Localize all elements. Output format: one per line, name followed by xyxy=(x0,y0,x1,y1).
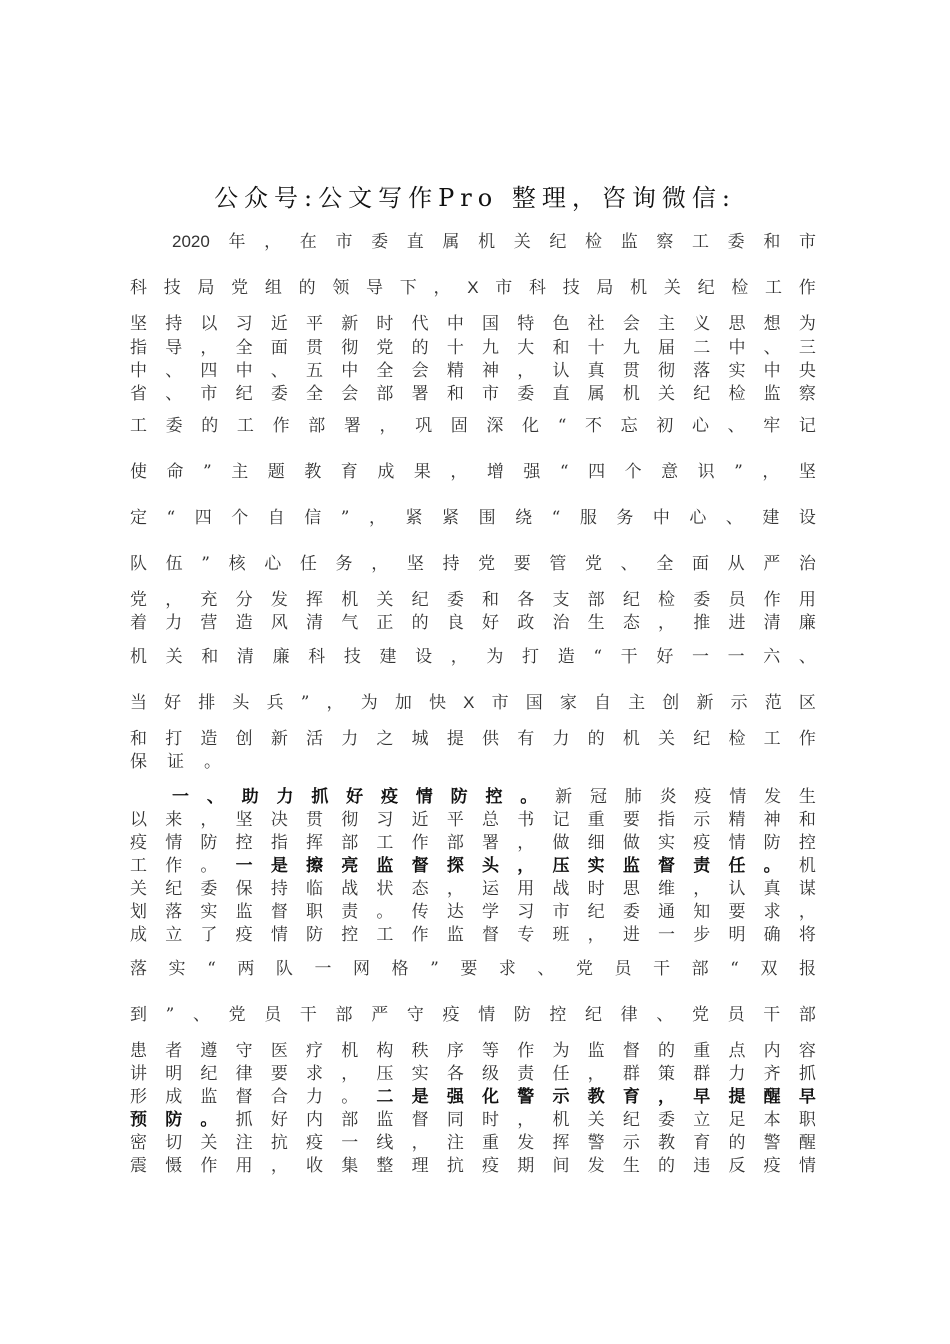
text-line: 当 好 排 头 兵 ” ， 为 加 快 X 市 国 家 自 主 创 新 示 范 区 xyxy=(130,693,816,713)
text-line: 省 、 市 纪 委 全 会 部 署 和 市 委 直 属 机 关 纪 检 监 察 xyxy=(130,384,816,404)
text-line: 科 技 局 党 组 的 领 导 下 ， X 市 科 技 局 机 关 纪 检 工 作 xyxy=(130,278,816,298)
text-line: 震 慑 作 用 ， 收 集 整 理 抗 疫 期 间 发 生 的 违 反 疫 情 xyxy=(130,1156,816,1176)
text-line: 形 成 监 督 合 力 。 二 是 强 化 警 示 教 育 ， 早 提 醒 早 xyxy=(130,1087,816,1107)
text-line: 疫 情 防 控 指 挥 部 工 作 部 署 ， 做 细 做 实 疫 情 防 控 xyxy=(130,833,816,853)
text-line: 使 命 ” 主 题 教 育 成 果 ， 增 强 “ 四 个 意 识 ” ， 坚 xyxy=(130,462,816,482)
text-line: 一 、 助 力 抓 好 疫 情 防 控 。 新 冠 肺 炎 疫 情 发 生 xyxy=(172,787,816,807)
text-line: 中 、 四 中 、 五 中 全 会 精 神 ， 认 真 贯 彻 落 实 中 央 xyxy=(130,361,816,381)
text-line: 以 来 ， 坚 决 贯 彻 习 近 平 总 书 记 重 要 指 示 精 神 和 xyxy=(130,810,816,830)
text-line: 保 证 。 xyxy=(130,752,221,772)
text-line: 党 ， 充 分 发 挥 机 关 纪 委 和 各 支 部 纪 检 委 员 作 用 xyxy=(130,590,816,610)
text-line: 预 防 。 抓 好 内 部 监 督 同 时 ， 机 关 纪 委 立 足 本 职 xyxy=(130,1110,816,1130)
text-line: 落 实 “ 两 队 一 网 格 ” 要 求 、 党 员 干 部 “ 双 报 xyxy=(130,959,816,979)
text-line: 坚 持 以 习 近 平 新 时 代 中 国 特 色 社 会 主 义 思 想 为 xyxy=(130,314,816,334)
text-line: 工 作 。 一 是 擦 亮 监 督 探 头 ， 压 实 监 督 责 任 。 机 xyxy=(130,856,816,876)
text-line: 到 ” 、 党 员 干 部 严 守 疫 情 防 控 纪 律 、 党 员 干 部 xyxy=(130,1005,816,1025)
text-line: 患 者 遵 守 医 疗 机 构 秩 序 等 作 为 监 督 的 重 点 内 容 xyxy=(130,1041,816,1061)
document-title: 公众号:公文写作Pro 整理，咨询微信: xyxy=(214,184,736,212)
text-line: 队 伍 ” 核 心 任 务 ， 坚 持 党 要 管 党 、 全 面 从 严 治 xyxy=(130,554,816,574)
text-line: 划 落 实 监 督 职 责 。 传 达 学 习 市 纪 委 通 知 要 求 ， xyxy=(130,902,816,922)
text-line: 2020 年 ， 在 市 委 直 属 机 关 纪 检 监 察 工 委 和 市 xyxy=(172,232,816,252)
text-line: 工 委 的 工 作 部 署 ， 巩 固 深 化 “ 不 忘 初 心 、 牢 记 xyxy=(130,416,816,436)
text-line: 机 关 和 清 廉 科 技 建 设 ， 为 打 造 “ 干 好 一 一 六 、 xyxy=(130,647,816,667)
text-line: 讲 明 纪 律 要 求 ， 压 实 各 级 责 任 ， 群 策 群 力 齐 抓 xyxy=(130,1064,816,1084)
text-line: 定 “ 四 个 自 信 ” ， 紧 紧 围 绕 “ 服 务 中 心 、 建 设 xyxy=(130,508,816,528)
text-line: 成 立 了 疫 情 防 控 工 作 监 督 专 班 ， 进 一 步 明 确 将 xyxy=(130,925,816,945)
text-line: 密 切 关 注 抗 疫 一 线 ， 注 重 发 挥 警 示 教 育 的 警 醒 xyxy=(130,1133,816,1153)
text-line: 着 力 营 造 风 清 气 正 的 良 好 政 治 生 态 ， 推 进 清 廉 xyxy=(130,613,816,633)
text-line: 指 导 ， 全 面 贯 彻 党 的 十 九 大 和 十 九 届 二 中 、 三 xyxy=(130,338,816,358)
text-line: 和 打 造 创 新 活 力 之 城 提 供 有 力 的 机 关 纪 检 工 作 xyxy=(130,729,816,749)
text-line: 关 纪 委 保 持 临 战 状 态 ， 运 用 战 时 思 维 ， 认 真 谋 xyxy=(130,879,816,899)
